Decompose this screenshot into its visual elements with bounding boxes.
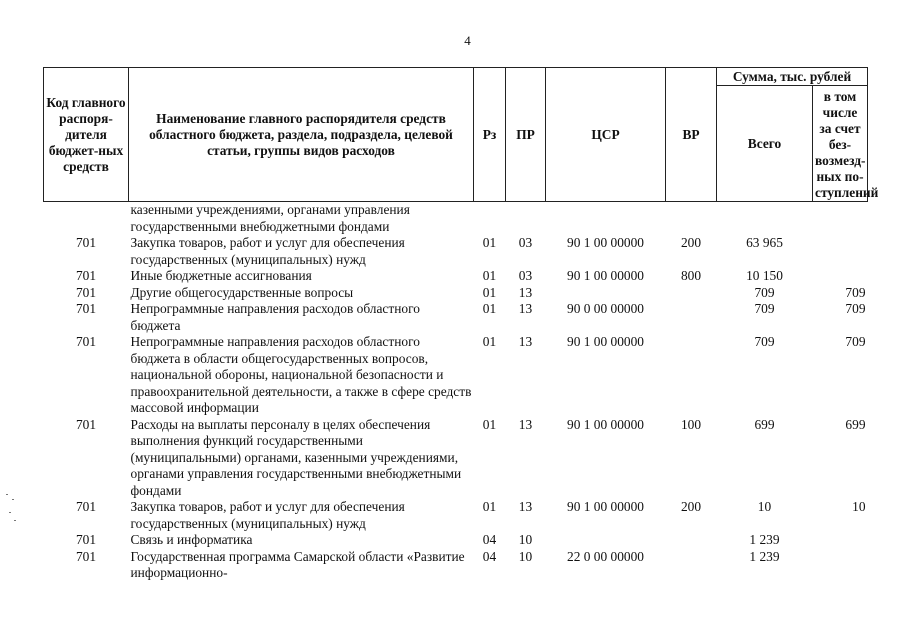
- header-kod: Код главного распоря-дителя бюджет-ных средств: [44, 68, 129, 202]
- cell-code: 701: [75, 301, 97, 316]
- cell-csr: 22 0 00 00000: [567, 548, 644, 564]
- cell-code: [44, 202, 129, 236]
- cell-vr: [666, 301, 717, 334]
- table-row: [44, 417, 868, 500]
- cell-rz: 01: [482, 416, 497, 432]
- table-body: [44, 202, 868, 582]
- cell-vr: 200: [680, 499, 702, 514]
- table-row: [44, 268, 868, 285]
- scan-specks: [4, 490, 18, 530]
- table-row: [44, 285, 868, 302]
- cell-rz: 04: [482, 532, 497, 547]
- cell-free: 10: [852, 499, 866, 514]
- cell-rz: 01: [482, 334, 497, 349]
- cell-pr: 13: [518, 334, 533, 349]
- cell-vr: [666, 549, 717, 582]
- page-number: 4: [464, 33, 471, 48]
- cell-total: 709: [754, 301, 775, 316]
- table-row: [44, 532, 868, 549]
- cell-name: Другие общегосударственные вопросы: [130, 284, 354, 300]
- table-row: [44, 334, 868, 417]
- cell-code: 701: [75, 416, 97, 432]
- header-csr: ЦСР: [546, 68, 666, 202]
- cell-free: [813, 235, 868, 268]
- cell-pr: 10: [518, 532, 533, 547]
- table-row: [44, 301, 868, 334]
- cell-pr: 13: [518, 301, 533, 316]
- cell-rz: 01: [482, 499, 497, 514]
- cell-code: 701: [75, 334, 97, 349]
- cell-csr: [546, 532, 666, 549]
- cell-vr: 100: [680, 416, 702, 432]
- cell-name: Закупка товаров, работ и услуг для обеспечения государственных (муниципальных) нужд: [130, 499, 405, 531]
- cell-pr: 03: [518, 235, 533, 250]
- header-sum: Сумма, тыс. рублей: [717, 68, 868, 86]
- cell-csr: 90 1 00 00000: [567, 334, 644, 349]
- cell-name: Непрограммные направления расходов областного бюджета в области общегосударственных вопросов, национальной обороны, национальной безопасности и правоохранительной деятельности, а также в сфере средств массовой информации: [130, 334, 472, 415]
- cell-free: [813, 268, 868, 285]
- table-row: [44, 202, 868, 236]
- cell-csr: 90 1 00 00000: [567, 416, 644, 432]
- cell-total: 63 965: [746, 235, 783, 250]
- cell-name: Иные бюджетные ассигнования: [130, 268, 312, 283]
- cell-csr: 90 1 00 00000: [567, 268, 644, 283]
- cell-code: 701: [75, 268, 97, 283]
- cell-rz: 01: [482, 284, 497, 300]
- cell-total: 1 239: [749, 532, 780, 547]
- cell-total: 699: [754, 416, 775, 432]
- cell-total: 709: [754, 284, 775, 300]
- table-header: [44, 68, 879, 202]
- cell-pr: 13: [518, 416, 533, 432]
- cell-code: 701: [75, 499, 97, 514]
- cell-vr: [666, 202, 717, 236]
- table-row: [44, 235, 868, 268]
- cell-pr: 10: [518, 548, 533, 564]
- cell-code: 701: [75, 548, 97, 564]
- cell-rz: 01: [482, 268, 497, 283]
- cell-name: Непрограммные направления расходов областного бюджета: [130, 301, 420, 333]
- header-vr: ВР: [666, 68, 717, 202]
- cell-rz: 01: [482, 301, 497, 316]
- cell-rz: [474, 202, 506, 236]
- cell-vr: 800: [680, 268, 702, 283]
- cell-vr: [666, 532, 717, 549]
- cell-pr: [506, 202, 546, 236]
- cell-pr: 03: [518, 268, 533, 283]
- cell-csr: [546, 202, 666, 236]
- cell-pr: 13: [518, 284, 533, 300]
- cell-vr: [666, 285, 717, 302]
- cell-name: Государственная программа Самарской области «Развитие информационно-: [130, 548, 465, 580]
- cell-free: 709: [845, 334, 866, 349]
- cell-code: 701: [75, 532, 97, 547]
- cell-name: Расходы на выплаты персоналу в целях обеспечения выполнения функций государственными (муниципальными) органами, казенными учреждениями, органами управления государственными внебюджетными фондами: [130, 416, 462, 498]
- cell-code: 701: [75, 284, 97, 300]
- cell-total: 10 150: [746, 268, 783, 283]
- cell-total: 10: [757, 499, 772, 514]
- header-rz: Рз: [474, 68, 506, 202]
- cell-name: Связь и информатика: [130, 532, 253, 547]
- cell-vr: [666, 334, 717, 417]
- cell-total: [717, 202, 813, 236]
- header-name: Наименование главного распорядителя средств областного бюджета, раздела, подраздела, целевой статьи, группы видов расходов: [129, 68, 474, 202]
- cell-vr: 200: [680, 235, 702, 250]
- header-pr: ПР: [506, 68, 546, 202]
- header-total: Всего: [717, 86, 813, 202]
- cell-free: 699: [845, 416, 866, 432]
- cell-name: казенными учреждениями, органами управления государственными внебюджетными фондами: [130, 202, 410, 234]
- cell-total: 709: [754, 334, 775, 349]
- cell-code: 701: [75, 235, 97, 250]
- cell-pr: 13: [518, 499, 533, 514]
- cell-free: 709: [845, 284, 866, 300]
- cell-csr: 90 1 00 00000: [567, 499, 644, 514]
- cell-free: [813, 532, 868, 549]
- cell-free: [813, 549, 868, 582]
- cell-rz: 01: [482, 235, 497, 250]
- cell-free: [813, 202, 868, 236]
- cell-total: 1 239: [749, 548, 780, 564]
- cell-csr: [546, 285, 666, 302]
- cell-csr: 90 1 00 00000: [567, 235, 644, 250]
- cell-csr: 90 0 00 00000: [567, 301, 644, 316]
- table-row: [44, 549, 868, 582]
- table-row: [44, 499, 868, 532]
- cell-rz: 04: [482, 548, 497, 564]
- budget-table: [43, 67, 879, 582]
- cell-free: 709: [845, 301, 866, 316]
- header-free: в том числе за счет без-возмезд-ных по-ступлений: [813, 86, 868, 202]
- cell-name: Закупка товаров, работ и услуг для обеспечения государственных (муниципальных) нужд: [130, 235, 405, 267]
